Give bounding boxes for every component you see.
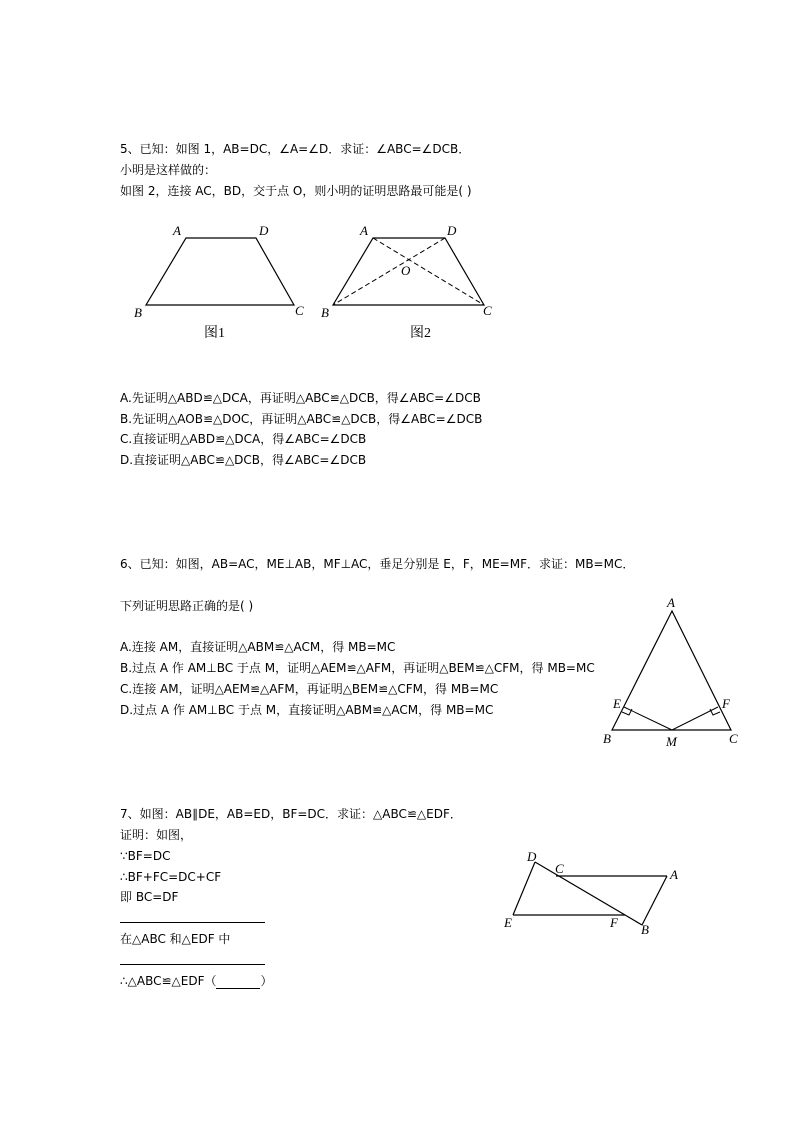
q5-stem: 5、已知：如图 1，AB=DC，∠A=∠D．求证：∠ABC=∠DCB． xyxy=(120,142,471,156)
q7-conclusion-suffix: ） xyxy=(260,974,273,988)
q5-option-d: D.直接证明△ABC≌△DCB，得∠ABC=∠DCB xyxy=(120,453,367,467)
fig2-caption: 图2 xyxy=(410,326,431,341)
q6-stem: 6、已知：如图，AB=AC，ME⊥AB，MF⊥AC，垂足分别是 E，F，ME=MF．求证：MB=MC． xyxy=(120,557,635,571)
q6-option-a: A.连接 AM，直接证明△ABM≌△ACM，得 MB=MC xyxy=(120,640,396,654)
fig2-label-o: O xyxy=(401,263,411,278)
q5-intro: 小明是这样做的： xyxy=(120,163,217,177)
q7-label-a: A xyxy=(670,867,678,882)
q6-option-c: C.连接 AM，证明△AEM≌△AFM，再证明△BEM≌△CFM，得 MB=MC xyxy=(120,682,499,696)
q7-label-b: B xyxy=(641,922,649,937)
q6-question: 下列证明思路正确的是( ) xyxy=(120,599,254,613)
q6-option-b: B.过点 A 作 AM⊥BC 于点 M，证明△AEM≌△AFM，再证明△BEM≌△CFM，得 MB=MC xyxy=(120,661,595,675)
q7-label-f: F xyxy=(610,915,618,930)
fig2-label-c: C xyxy=(483,303,492,318)
q6-label-b: B xyxy=(603,731,611,746)
fig1-label-b: B xyxy=(134,305,142,320)
q6-label-a: A xyxy=(667,595,675,610)
q5-option-b: B.先证明△AOB≌△DOC，再证明△ABC≌△DCB，得∠ABC=∠DCB xyxy=(120,412,483,426)
q7-reason-blank[interactable] xyxy=(216,976,260,989)
q6-label-f: F xyxy=(722,696,730,711)
fig1-label-d: D xyxy=(259,223,269,238)
q7-proof-start: 证明：如图， xyxy=(120,828,193,842)
q6-label-e: E xyxy=(613,696,621,711)
q5-option-c: C.直接证明△ABD≌△DCA，得∠ABC=∠DCB xyxy=(120,432,367,446)
q7-proof-line-1: ∵BF=DC xyxy=(120,849,171,863)
q7-answer-blank-1[interactable] xyxy=(120,922,265,923)
q7-label-e: E xyxy=(504,915,512,930)
fig1-label-c: C xyxy=(295,303,304,318)
q6-triangle xyxy=(612,611,731,730)
fig2-label-a: A xyxy=(360,223,368,238)
q7-proof-line-4: 在△ABC 和△EDF 中 xyxy=(120,932,231,946)
fig1-trapezoid xyxy=(146,238,294,305)
fig2-label-d: D xyxy=(447,223,457,238)
q6-label-c: C xyxy=(729,731,738,746)
q7-answer-blank-2[interactable] xyxy=(120,964,265,965)
q6-label-m: M xyxy=(666,734,677,749)
q7-stem: 7、如图：AB∥DE，AB=ED，BF=DC．求证：△ABC≌△EDF． xyxy=(120,807,462,821)
q7-proof-line-2: ∴BF+FC=DC+CF xyxy=(120,870,222,884)
q7-segment-de xyxy=(513,862,535,915)
fig2-label-b: B xyxy=(321,305,329,320)
q7-segment-ab xyxy=(642,876,667,925)
q6-option-d: D.过点 A 作 AM⊥BC 于点 M，直接证明△ABM≌△ACM，得 MB=MC xyxy=(120,703,494,717)
q7-label-c: C xyxy=(555,861,564,876)
fig1-label-a: A xyxy=(173,223,181,238)
fig1-caption: 图1 xyxy=(204,326,225,341)
q5-question: 如图 2，连接 AC，BD，交于点 O，则小明的证明思路最可能是( ) xyxy=(120,184,472,198)
q7-label-d: D xyxy=(527,849,537,864)
q5-option-a: A.先证明△ABD≌△DCA，再证明△ABC≌△DCB，得∠ABC=∠DCB xyxy=(120,391,481,405)
q7-conclusion xyxy=(120,973,273,989)
q7-conclusion-prefix: ∴△ABC≌△EDF（ xyxy=(120,974,217,988)
q7-proof-line-3: 即 BC=DF xyxy=(120,890,179,904)
